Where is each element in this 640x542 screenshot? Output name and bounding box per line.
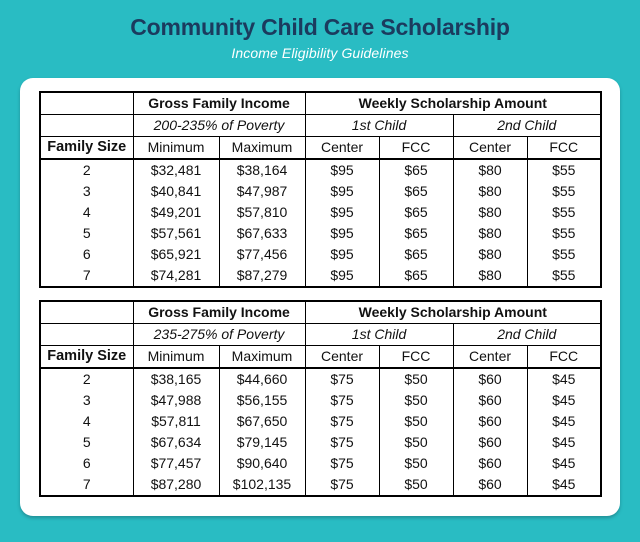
cell-c2-center: $60 — [453, 474, 527, 496]
cell-family-size: 2 — [40, 368, 133, 390]
table-row — [40, 390, 601, 411]
header-first-child-fcc: FCC — [379, 346, 453, 369]
cell-c2-fcc: $45 — [527, 474, 601, 496]
cell-minimum: $40,841 — [133, 181, 219, 202]
cell-c1-center: $75 — [305, 390, 379, 411]
table-header-sub-row — [40, 324, 601, 346]
cell-minimum: $32,481 — [133, 159, 219, 181]
cell-c1-fcc: $50 — [379, 411, 453, 432]
header-first-child: 1st Child — [305, 115, 453, 137]
cell-family-size: 4 — [40, 411, 133, 432]
cell-family-size: 4 — [40, 202, 133, 223]
cell-family-size: 5 — [40, 223, 133, 244]
cell-c2-fcc: $45 — [527, 453, 601, 474]
cell-c2-center: $60 — [453, 453, 527, 474]
table-row — [40, 181, 601, 202]
cell-c1-center: $75 — [305, 474, 379, 496]
header-first-child-fcc: FCC — [379, 137, 453, 160]
header-gross-family-income: Gross Family Income — [133, 92, 305, 115]
cell-c1-fcc: $50 — [379, 432, 453, 453]
header-weekly-scholarship-amount: Weekly Scholarship Amount — [305, 92, 601, 115]
cell-family-size: 7 — [40, 474, 133, 496]
cell-c1-center: $95 — [305, 244, 379, 265]
cell-c1-fcc: $65 — [379, 181, 453, 202]
cell-c2-fcc: $55 — [527, 223, 601, 244]
cell-c1-center: $95 — [305, 159, 379, 181]
table-row — [40, 432, 601, 453]
cell-maximum: $44,660 — [219, 368, 305, 390]
cell-family-size: 2 — [40, 159, 133, 181]
header-maximum: Maximum — [219, 137, 305, 160]
cell-minimum: $38,165 — [133, 368, 219, 390]
header-first-child: 1st Child — [305, 324, 453, 346]
cell-c2-fcc: $55 — [527, 159, 601, 181]
table-row — [40, 265, 601, 287]
cell-minimum: $77,457 — [133, 453, 219, 474]
cell-c1-fcc: $50 — [379, 453, 453, 474]
cell-family-size: 3 — [40, 181, 133, 202]
page-title: Community Child Care Scholarship — [130, 14, 510, 40]
cell-family-size: 5 — [40, 432, 133, 453]
header-minimum: Minimum — [133, 346, 219, 369]
cell-maximum: $47,987 — [219, 181, 305, 202]
header-second-child-fcc: FCC — [527, 346, 601, 369]
cell-c2-center: $80 — [453, 202, 527, 223]
tables-card — [20, 78, 620, 516]
page-subtitle: Income Eligibility Guidelines — [231, 45, 409, 62]
table-header-group-row — [40, 92, 601, 115]
table-row — [40, 368, 601, 390]
cell-c2-fcc: $55 — [527, 181, 601, 202]
cell-c2-center: $80 — [453, 223, 527, 244]
cell-c1-fcc: $65 — [379, 159, 453, 181]
cell-maximum: $90,640 — [219, 453, 305, 474]
table-row — [40, 202, 601, 223]
table-header-column-row — [40, 137, 601, 160]
cell-c1-fcc: $50 — [379, 474, 453, 496]
header-poverty-range: 200-235% of Poverty — [133, 115, 305, 137]
cell-c2-center: $60 — [453, 411, 527, 432]
cell-maximum: $67,650 — [219, 411, 305, 432]
cell-c2-center: $60 — [453, 390, 527, 411]
header-gross-family-income: Gross Family Income — [133, 301, 305, 324]
cell-c2-fcc: $45 — [527, 432, 601, 453]
cell-c2-fcc: $55 — [527, 202, 601, 223]
cell-c1-center: $95 — [305, 202, 379, 223]
cell-c2-center: $80 — [453, 159, 527, 181]
corner-blank-cell — [40, 301, 133, 324]
header-second-child-center: Center — [453, 137, 527, 160]
cell-c1-fcc: $50 — [379, 368, 453, 390]
cell-c2-center: $80 — [453, 181, 527, 202]
header-first-child-center: Center — [305, 137, 379, 160]
table-row — [40, 453, 601, 474]
header-poverty-range: 235-275% of Poverty — [133, 324, 305, 346]
cell-c1-center: $75 — [305, 453, 379, 474]
cell-family-size: 6 — [40, 244, 133, 265]
cell-family-size: 3 — [40, 390, 133, 411]
eligibility-table-tier-2 — [39, 300, 602, 497]
table-header-sub-row — [40, 115, 601, 137]
corner-blank-cell — [40, 92, 133, 115]
cell-minimum: $67,634 — [133, 432, 219, 453]
cell-c1-fcc: $50 — [379, 390, 453, 411]
cell-maximum: $38,164 — [219, 159, 305, 181]
cell-c2-fcc: $55 — [527, 244, 601, 265]
header-second-child-fcc: FCC — [527, 137, 601, 160]
cell-c1-fcc: $65 — [379, 265, 453, 287]
table-row — [40, 223, 601, 244]
cell-c2-fcc: $45 — [527, 411, 601, 432]
cell-c2-fcc: $45 — [527, 390, 601, 411]
cell-maximum: $79,145 — [219, 432, 305, 453]
eligibility-table-tier-1 — [39, 91, 602, 288]
cell-maximum: $87,279 — [219, 265, 305, 287]
corner-blank-cell-2 — [40, 115, 133, 137]
header-minimum: Minimum — [133, 137, 219, 160]
cell-c1-fcc: $65 — [379, 202, 453, 223]
cell-maximum: $56,155 — [219, 390, 305, 411]
cell-minimum: $87,280 — [133, 474, 219, 496]
header-maximum: Maximum — [219, 346, 305, 369]
cell-minimum: $57,561 — [133, 223, 219, 244]
table-row — [40, 474, 601, 496]
table-row — [40, 159, 601, 181]
cell-c2-fcc: $45 — [527, 368, 601, 390]
cell-c1-center: $75 — [305, 432, 379, 453]
cell-maximum: $67,633 — [219, 223, 305, 244]
cell-minimum: $47,988 — [133, 390, 219, 411]
cell-c1-center: $75 — [305, 411, 379, 432]
cell-c1-fcc: $65 — [379, 223, 453, 244]
table-header-column-row — [40, 346, 601, 369]
cell-maximum: $77,456 — [219, 244, 305, 265]
header-family-size: Family Size — [40, 346, 133, 369]
cell-c1-center: $95 — [305, 265, 379, 287]
cell-c2-center: $60 — [453, 368, 527, 390]
cell-minimum: $65,921 — [133, 244, 219, 265]
header-second-child-center: Center — [453, 346, 527, 369]
header-first-child-center: Center — [305, 346, 379, 369]
header-second-child: 2nd Child — [453, 324, 601, 346]
cell-c2-fcc: $55 — [527, 265, 601, 287]
header-family-size: Family Size — [40, 137, 133, 160]
cell-c2-center: $80 — [453, 265, 527, 287]
cell-c1-center: $95 — [305, 181, 379, 202]
cell-minimum: $49,201 — [133, 202, 219, 223]
cell-c1-center: $75 — [305, 368, 379, 390]
cell-minimum: $57,811 — [133, 411, 219, 432]
cell-family-size: 6 — [40, 453, 133, 474]
corner-blank-cell-2 — [40, 324, 133, 346]
cell-c1-fcc: $65 — [379, 244, 453, 265]
cell-minimum: $74,281 — [133, 265, 219, 287]
table-row — [40, 244, 601, 265]
header-second-child: 2nd Child — [453, 115, 601, 137]
table-row — [40, 411, 601, 432]
cell-maximum: $102,135 — [219, 474, 305, 496]
cell-maximum: $57,810 — [219, 202, 305, 223]
header-weekly-scholarship-amount: Weekly Scholarship Amount — [305, 301, 601, 324]
cell-family-size: 7 — [40, 265, 133, 287]
cell-c1-center: $95 — [305, 223, 379, 244]
page-header — [0, 0, 640, 61]
cell-c2-center: $80 — [453, 244, 527, 265]
table-header-group-row — [40, 301, 601, 324]
cell-c2-center: $60 — [453, 432, 527, 453]
